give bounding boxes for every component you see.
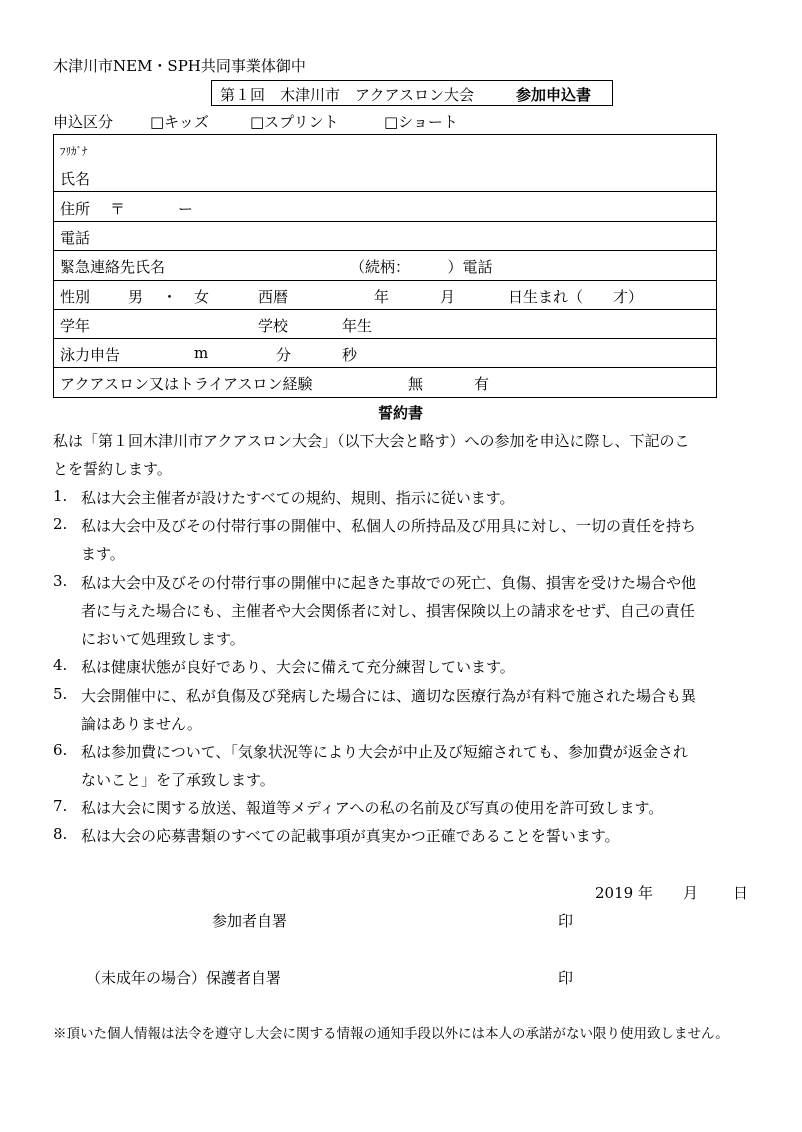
birth-year-label: 年	[374, 288, 390, 306]
row-divider	[54, 250, 716, 251]
row-divider	[54, 367, 716, 368]
entry-form-table	[53, 134, 717, 398]
experience-none-option[interactable]: 無	[408, 375, 424, 393]
category-kids-checkbox[interactable]: □キッズ	[150, 113, 209, 131]
category-label: 申込区分	[53, 113, 114, 131]
participant-signature-label: 参加者自署	[212, 912, 288, 930]
pledge-item-text: 私は大会の応募書類のすべての記載事項が真実かつ正確であることを誓います。	[81, 827, 620, 845]
pledge-item-number: 3.	[53, 572, 68, 590]
birth-day-age-label: 日生まれ（ 才）	[508, 288, 644, 306]
form-title-sub: 参加申込書	[516, 86, 592, 104]
pledge-item-text: 大会開催中に、私が負傷及び発病した場合には、適切な医療行為が有料で施された場合も異	[81, 687, 697, 705]
pledge-item-text: 私は大会に関する放送、報道等メディアへの私の名前及び写真の使用を許可致します。	[81, 799, 664, 817]
sex-male-option[interactable]: 男	[128, 288, 144, 306]
category-sprint-checkbox[interactable]: □スプリント	[250, 113, 339, 131]
guardian-signature-label: （未成年の場合）保護者自署	[86, 969, 282, 987]
swim-meters-unit: m	[194, 344, 209, 362]
row-divider	[54, 309, 716, 310]
birth-month-label: 月	[440, 288, 456, 306]
pledge-intro: 私は「第１回木津川市アクアスロン大会」（以下大会と略す）への参加を申込に際し、下記のこ	[53, 432, 690, 450]
pledge-heading: 誓約書	[378, 404, 424, 422]
pledge-item-text: 私は参加費について、「気象状況等により大会が中止及び短縮されても、参加費が返金され	[81, 743, 688, 761]
pledge-item-text: 私は大会中及びその付帯行事の開催中に起きた事故での死亡、負傷、損害を受けた場合や他	[81, 574, 697, 592]
form-title-box	[211, 80, 613, 106]
pledge-item-text: ます。	[81, 545, 125, 563]
participant-seal-mark: 印	[558, 912, 574, 930]
swim-label: 泳力申告	[60, 346, 121, 364]
grade-label: 学年	[60, 317, 91, 335]
pledge-item-text: 私は大会主催者が設けたすべての規約、規則、指示に従います。	[81, 489, 515, 507]
pledge-item-number: 2.	[53, 515, 68, 533]
addressee: 木津川市NEM・SPH共同事業体御中	[53, 57, 306, 75]
address-label: 住所	[60, 200, 91, 218]
sex-label: 性別	[60, 288, 91, 306]
privacy-note: ※頂いた個人情報は法令を遵守し大会に関する情報の通知手段以外には本人の承諾がない限り使用致しません。	[53, 1026, 729, 1042]
pledge-item-number: 4.	[53, 656, 68, 674]
school-label: 学校	[258, 317, 289, 335]
pledge-item-text: 者に与えた場合にも、主催者や大会関係者に対し、損害保険以上の請求をせず、自己の責任	[81, 602, 695, 620]
experience-have-option[interactable]: 有	[474, 375, 490, 393]
form-title: 第１回 木津川市 アクアスロン大会	[220, 86, 474, 104]
swim-seconds-unit: 秒	[342, 346, 358, 364]
pledge-item-number: 7.	[53, 797, 68, 815]
pledge-item-text: 私は大会中及びその付帯行事の開催中、私個人の所持品及び用具に対し、一切の責任を持ち	[81, 517, 697, 535]
row-divider	[54, 191, 716, 192]
pledge-item-text: 論はありません。	[81, 715, 202, 733]
pledge-item-text: 私は健康状態が良好であり、大会に備えて充分練習しています。	[81, 658, 515, 676]
swim-minutes-unit: 分	[276, 346, 292, 364]
postal-mark: 〒	[110, 200, 126, 218]
pledge-intro-cont: とを誓約します。	[53, 460, 172, 478]
pledge-item-text: ないこと」を了承致します。	[81, 771, 275, 789]
phone-label: 電話	[60, 229, 91, 247]
pledge-item-number: 8.	[53, 825, 68, 843]
category-short-checkbox[interactable]: □ショート	[384, 113, 458, 131]
row-divider	[54, 338, 716, 339]
pledge-item-number: 1.	[53, 487, 68, 505]
guardian-seal-mark: 印	[558, 969, 574, 987]
era-label: 西暦	[258, 288, 289, 306]
name-label: 氏名	[60, 170, 91, 188]
experience-label: アクアスロン又はトライアスロン経験	[60, 375, 313, 393]
postal-dash: ー	[178, 200, 194, 218]
sex-separator: ・	[162, 288, 178, 306]
sex-female-option[interactable]: 女	[194, 288, 210, 306]
row-divider	[54, 221, 716, 222]
pledge-item-number: 6.	[53, 741, 68, 759]
date-year: 2019 年	[595, 884, 653, 902]
furigana-label: ﾌﾘｶﾞﾅ	[60, 145, 88, 158]
emergency-name-label: 緊急連絡先氏名	[60, 258, 166, 276]
pledge-item-number: 5.	[53, 685, 68, 703]
school-year-label: 年生	[342, 317, 373, 335]
row-divider	[54, 280, 716, 281]
date-month: 月	[683, 884, 699, 902]
date-day: 日	[733, 884, 749, 902]
pledge-item-text: において処理致します。	[81, 630, 245, 648]
relation-phone-label: （続柄： ）電話	[350, 258, 493, 276]
